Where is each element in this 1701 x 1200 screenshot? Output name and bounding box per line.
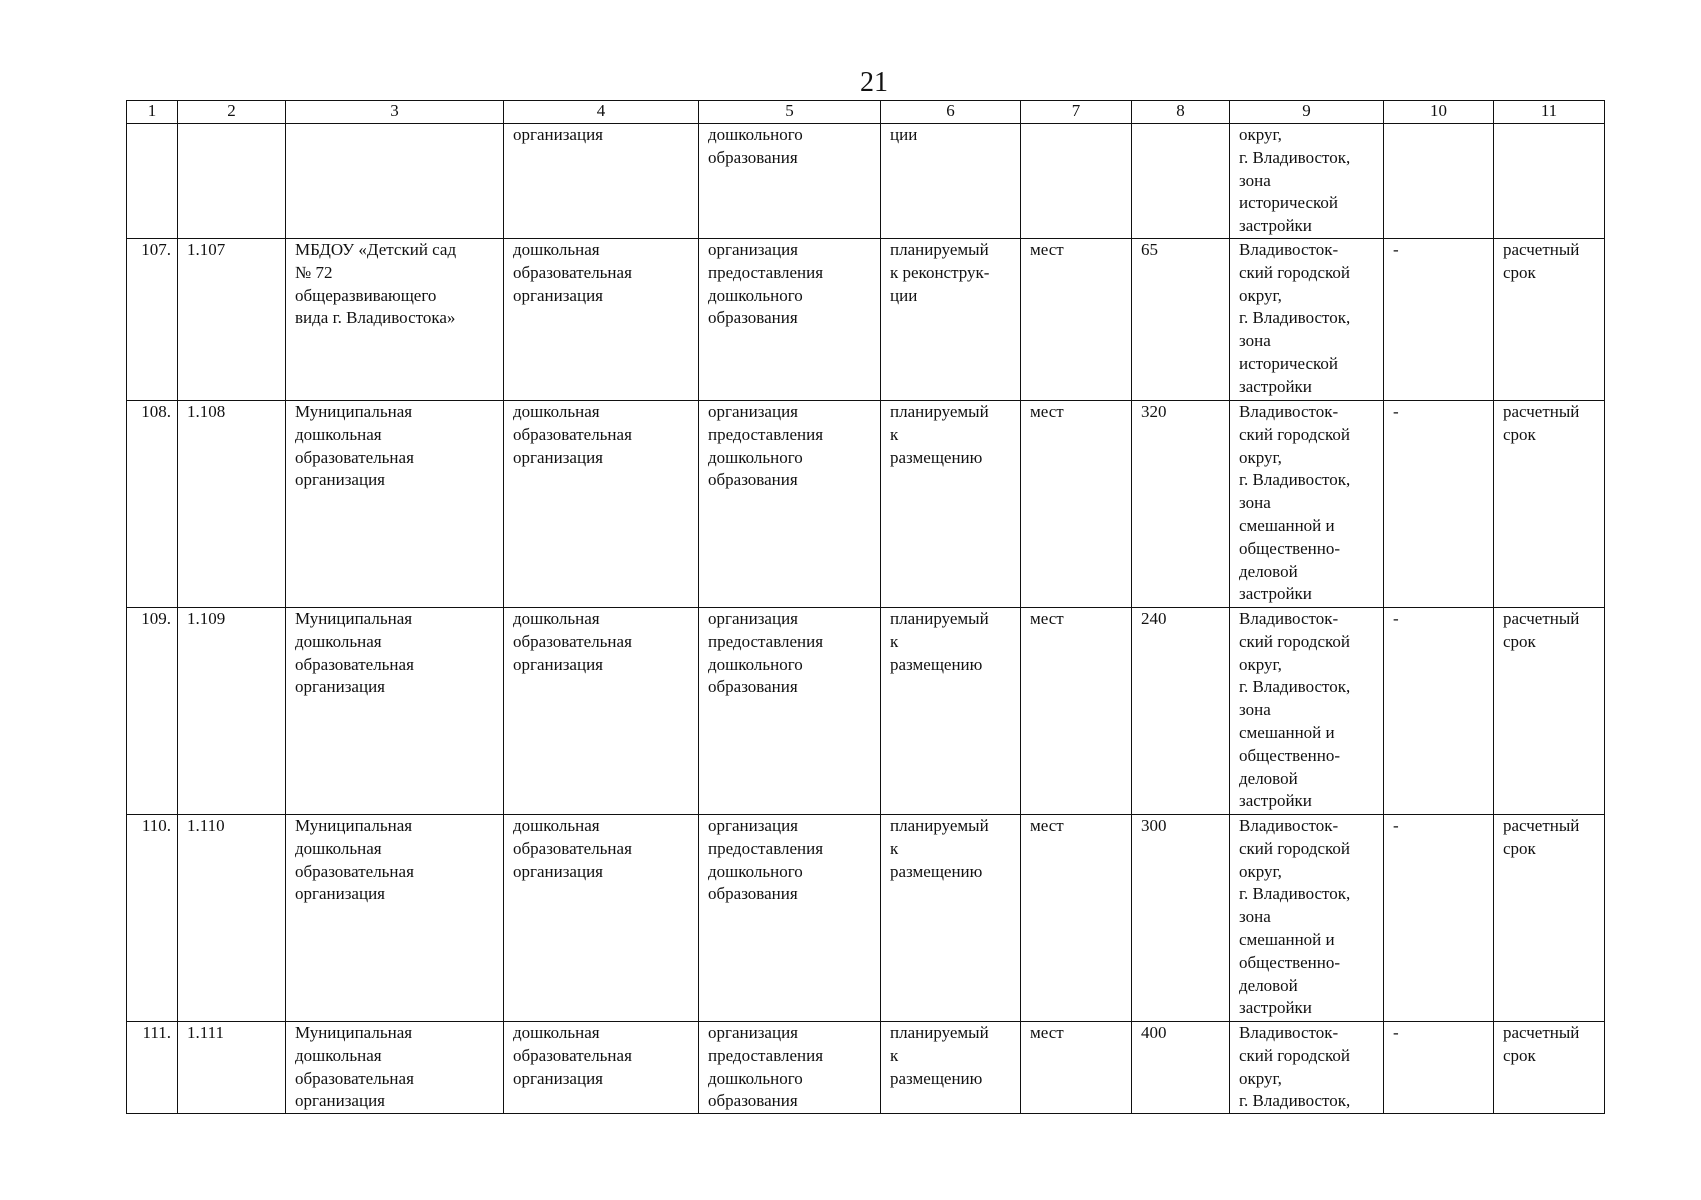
header-cell: 8 bbox=[1132, 101, 1230, 124]
implementation-term-cell bbox=[1494, 124, 1605, 239]
object-name-line: организация bbox=[295, 470, 385, 490]
object-name-line: образовательная bbox=[295, 654, 414, 674]
object-name-line: Муниципальная bbox=[295, 401, 413, 421]
object-status-line: ции bbox=[890, 125, 918, 144]
table-row bbox=[127, 238, 1605, 400]
object-location-line: застройки bbox=[1239, 584, 1312, 604]
row-number: 108. bbox=[141, 401, 171, 421]
column-10-value-cell bbox=[1384, 124, 1494, 239]
row-number: 111. bbox=[142, 1022, 171, 1042]
object-location-line: округ, bbox=[1239, 861, 1282, 881]
object-location-line: зона bbox=[1239, 331, 1271, 351]
object-name-line: организация bbox=[295, 884, 385, 904]
object-location-line: Владивосток- bbox=[1239, 239, 1339, 259]
capacity-unit-cell bbox=[1021, 607, 1132, 814]
column-10-value: - bbox=[1393, 815, 1399, 835]
object-code-cell bbox=[178, 400, 286, 607]
object-location-line: общественно- bbox=[1239, 745, 1341, 765]
implementation-term-line: расчетный bbox=[1503, 401, 1580, 421]
implementation-term-line: срок bbox=[1503, 262, 1536, 282]
object-name-line: дошкольная bbox=[295, 424, 382, 444]
object-code: 1.111 bbox=[187, 1022, 224, 1042]
object-status-line: планируемый bbox=[890, 608, 989, 628]
implementation-term-line: расчетный bbox=[1503, 239, 1580, 259]
object-purpose-cell bbox=[699, 400, 881, 607]
object-status-line: планируемый bbox=[890, 815, 989, 835]
capacity-unit-cell bbox=[1021, 238, 1132, 400]
object-type-cell bbox=[504, 607, 699, 814]
capacity-value: 300 bbox=[1141, 815, 1167, 835]
capacity-unit: мест bbox=[1030, 815, 1064, 835]
row-number: 109. bbox=[141, 608, 171, 628]
row-number: 107. bbox=[141, 239, 171, 259]
object-purpose-line: дошкольного bbox=[708, 447, 803, 467]
object-purpose-line: дошкольного bbox=[708, 654, 803, 674]
object-location-line: застройки bbox=[1239, 791, 1312, 811]
header-cell: 11 bbox=[1494, 101, 1605, 124]
object-name-cell bbox=[286, 400, 504, 607]
document-table bbox=[126, 100, 1605, 1114]
row-number-cell bbox=[127, 607, 178, 814]
implementation-term-line: срок bbox=[1503, 424, 1536, 444]
object-purpose-line: организация bbox=[708, 815, 798, 835]
object-purpose-line: организация bbox=[708, 401, 798, 421]
object-purpose-line: дошкольного bbox=[708, 285, 803, 305]
object-name-cell bbox=[286, 607, 504, 814]
object-location-line: ский городской bbox=[1239, 631, 1350, 651]
object-purpose-line: дошкольного bbox=[708, 861, 803, 881]
object-purpose-cell bbox=[699, 238, 881, 400]
object-status-line: к bbox=[890, 631, 899, 651]
object-name-line: Муниципальная bbox=[295, 608, 413, 628]
object-type-line: дошкольная bbox=[513, 1022, 600, 1042]
object-code-cell bbox=[178, 1021, 286, 1113]
object-name-cell bbox=[286, 238, 504, 400]
object-name-line: дошкольная bbox=[295, 631, 382, 651]
column-10-value-cell bbox=[1384, 400, 1494, 607]
header-cell: 9 bbox=[1230, 101, 1384, 124]
object-name-line: вида г. Владивостока» bbox=[295, 308, 456, 328]
object-location-line: округ, bbox=[1239, 654, 1282, 674]
object-purpose-line: образования bbox=[708, 677, 798, 697]
object-location-cell bbox=[1230, 814, 1384, 1021]
object-purpose-line: предоставления bbox=[708, 424, 824, 444]
object-location-line: Владивосток- bbox=[1239, 1022, 1339, 1042]
capacity-value: 320 bbox=[1141, 401, 1167, 421]
object-name-line: № 72 bbox=[295, 262, 333, 282]
object-purpose-cell bbox=[699, 607, 881, 814]
column-10-value: - bbox=[1393, 239, 1399, 259]
column-10-value-cell bbox=[1384, 238, 1494, 400]
object-purpose-line: образования bbox=[708, 147, 798, 167]
object-name-cell bbox=[286, 814, 504, 1021]
object-type-line: дошкольная bbox=[513, 401, 600, 421]
object-location-line: деловой bbox=[1239, 975, 1298, 995]
object-type-line: дошкольная bbox=[513, 608, 600, 628]
column-10-value: - bbox=[1393, 401, 1399, 421]
object-code: 1.110 bbox=[187, 815, 225, 835]
object-location-cell bbox=[1230, 124, 1384, 239]
implementation-term-cell bbox=[1494, 814, 1605, 1021]
header-cell: 2 bbox=[178, 101, 286, 124]
object-location-line: смешанной и bbox=[1239, 929, 1335, 949]
capacity-unit: мест bbox=[1030, 239, 1064, 259]
implementation-term-line: срок bbox=[1503, 838, 1536, 858]
object-location-line: ский городской bbox=[1239, 1045, 1350, 1065]
capacity-unit-cell bbox=[1021, 1021, 1132, 1113]
capacity-value-cell bbox=[1132, 607, 1230, 814]
column-10-value-cell bbox=[1384, 607, 1494, 814]
object-type-cell bbox=[504, 400, 699, 607]
object-location-line: смешанной и bbox=[1239, 515, 1335, 535]
object-type-cell bbox=[504, 124, 699, 239]
object-type-line: организация bbox=[513, 285, 603, 305]
capacity-unit: мест bbox=[1030, 401, 1064, 421]
object-location-line: округ, bbox=[1239, 1068, 1282, 1088]
object-name-line: образовательная bbox=[295, 861, 414, 881]
object-name-line: организация bbox=[295, 677, 385, 697]
object-status-cell bbox=[881, 124, 1021, 239]
object-type-line: организация bbox=[513, 125, 603, 144]
capacity-value-cell bbox=[1132, 1021, 1230, 1113]
row-number-cell bbox=[127, 238, 178, 400]
object-status-line: к bbox=[890, 1045, 899, 1065]
capacity-value-cell bbox=[1132, 814, 1230, 1021]
implementation-term-line: срок bbox=[1503, 1045, 1536, 1065]
object-status-line: размещению bbox=[890, 654, 983, 674]
object-location-line: зона bbox=[1239, 493, 1271, 513]
object-location-line: общественно- bbox=[1239, 952, 1341, 972]
object-name-line: организация bbox=[295, 1091, 385, 1111]
object-location-line: застройки bbox=[1239, 998, 1312, 1018]
capacity-value: 240 bbox=[1141, 608, 1167, 628]
object-location-line: г. Владивосток, bbox=[1239, 308, 1351, 328]
object-location-line: ский городской bbox=[1239, 424, 1350, 444]
object-location-line: ский городской bbox=[1239, 838, 1350, 858]
object-status-cell bbox=[881, 238, 1021, 400]
row-number-cell bbox=[127, 400, 178, 607]
object-location-line: г. Владивосток, bbox=[1239, 147, 1351, 167]
object-location-cell bbox=[1230, 238, 1384, 400]
implementation-term-line: расчетный bbox=[1503, 815, 1580, 835]
table-row bbox=[127, 400, 1605, 607]
object-status-line: ции bbox=[890, 285, 918, 305]
object-type-cell bbox=[504, 814, 699, 1021]
capacity-unit-cell bbox=[1021, 400, 1132, 607]
object-status-line: размещению bbox=[890, 861, 983, 881]
object-status-line: планируемый bbox=[890, 401, 989, 421]
object-status-cell bbox=[881, 814, 1021, 1021]
object-type-line: образовательная bbox=[513, 838, 632, 858]
page-number: 21 bbox=[860, 67, 888, 98]
object-purpose-cell bbox=[699, 1021, 881, 1113]
object-location-line: Владивосток- bbox=[1239, 815, 1339, 835]
column-10-value-cell bbox=[1384, 1021, 1494, 1113]
object-location-line: Владивосток- bbox=[1239, 608, 1339, 628]
object-name-line: Муниципальная bbox=[295, 815, 413, 835]
row-number-cell bbox=[127, 1021, 178, 1113]
object-purpose-line: образования bbox=[708, 1091, 798, 1111]
capacity-unit: мест bbox=[1030, 608, 1064, 628]
object-purpose-line: предоставления bbox=[708, 631, 824, 651]
table-body bbox=[127, 124, 1605, 1114]
capacity-unit-cell bbox=[1021, 814, 1132, 1021]
object-location-line: г. Владивосток, bbox=[1239, 884, 1351, 904]
object-code: 1.109 bbox=[187, 608, 226, 628]
object-location-line: г. Владивосток, bbox=[1239, 470, 1351, 490]
object-location-line: Владивосток- bbox=[1239, 401, 1339, 421]
object-location-line: г. Владивосток, bbox=[1239, 677, 1351, 697]
object-name-line: общеразвивающего bbox=[295, 285, 437, 305]
object-status-line: планируемый bbox=[890, 1022, 989, 1042]
table-row bbox=[127, 1021, 1605, 1113]
object-location-line: зона bbox=[1239, 170, 1271, 190]
object-code-cell bbox=[178, 238, 286, 400]
object-name-line: Муниципальная bbox=[295, 1022, 413, 1042]
object-location-line: застройки bbox=[1239, 216, 1312, 236]
object-type-line: дошкольная bbox=[513, 239, 600, 259]
object-purpose-line: организация bbox=[708, 239, 798, 259]
header-cell: 10 bbox=[1384, 101, 1494, 124]
object-purpose-line: организация bbox=[708, 1022, 798, 1042]
object-name-line: образовательная bbox=[295, 1068, 414, 1088]
object-type-line: дошкольная bbox=[513, 815, 600, 835]
object-purpose-cell bbox=[699, 814, 881, 1021]
object-status-cell bbox=[881, 1021, 1021, 1113]
capacity-value-cell bbox=[1132, 400, 1230, 607]
object-status-line: к реконструк- bbox=[890, 262, 990, 282]
object-status-cell bbox=[881, 400, 1021, 607]
capacity-unit: мест bbox=[1030, 1022, 1064, 1042]
capacity-value-cell bbox=[1132, 238, 1230, 400]
column-10-value: - bbox=[1393, 608, 1399, 628]
table-header-row bbox=[127, 101, 1605, 124]
object-type-line: образовательная bbox=[513, 424, 632, 444]
object-location-line: зона bbox=[1239, 907, 1271, 927]
row-number-cell bbox=[127, 814, 178, 1021]
header-cell: 6 bbox=[881, 101, 1021, 124]
object-code: 1.108 bbox=[187, 401, 226, 421]
table-row bbox=[127, 814, 1605, 1021]
column-10-value-cell bbox=[1384, 814, 1494, 1021]
object-status-line: к bbox=[890, 838, 899, 858]
object-type-cell bbox=[504, 1021, 699, 1113]
object-purpose-line: предоставления bbox=[708, 838, 824, 858]
implementation-term-line: расчетный bbox=[1503, 608, 1580, 628]
object-location-line: г. Владивосток, bbox=[1239, 1091, 1351, 1111]
object-name-line: дошкольная bbox=[295, 1045, 382, 1065]
object-type-line: образовательная bbox=[513, 1045, 632, 1065]
object-name-cell bbox=[286, 1021, 504, 1113]
implementation-term-line: срок bbox=[1503, 631, 1536, 651]
capacity-value: 400 bbox=[1141, 1022, 1167, 1042]
object-status-line: планируемый bbox=[890, 239, 989, 259]
object-location-line: округ, bbox=[1239, 285, 1282, 305]
object-type-line: организация bbox=[513, 447, 603, 467]
row-number-cell bbox=[127, 124, 178, 239]
implementation-term-cell bbox=[1494, 1021, 1605, 1113]
object-purpose-line: дошкольного bbox=[708, 125, 803, 144]
object-location-line: деловой bbox=[1239, 768, 1298, 788]
object-status-cell bbox=[881, 607, 1021, 814]
object-location-cell bbox=[1230, 607, 1384, 814]
table-row bbox=[127, 607, 1605, 814]
object-location-line: исторической bbox=[1239, 353, 1339, 373]
implementation-term-cell bbox=[1494, 607, 1605, 814]
object-location-line: округ, bbox=[1239, 125, 1282, 144]
object-type-line: образовательная bbox=[513, 631, 632, 651]
object-purpose-cell bbox=[699, 124, 881, 239]
header-cell: 3 bbox=[286, 101, 504, 124]
object-location-line: исторической bbox=[1239, 193, 1339, 213]
object-name-line: дошкольная bbox=[295, 838, 382, 858]
row-number: 110. bbox=[141, 815, 171, 835]
object-purpose-line: образования bbox=[708, 470, 798, 490]
header-cell: 5 bbox=[699, 101, 881, 124]
capacity-value: 65 bbox=[1141, 239, 1158, 259]
object-location-line: ский городской bbox=[1239, 262, 1350, 282]
implementation-term-cell bbox=[1494, 238, 1605, 400]
object-name-line: МБДОУ «Детский сад bbox=[295, 239, 457, 259]
object-location-line: округ, bbox=[1239, 447, 1282, 467]
object-purpose-line: образования bbox=[708, 308, 798, 328]
object-type-line: образовательная bbox=[513, 262, 632, 282]
object-type-line: организация bbox=[513, 654, 603, 674]
object-purpose-line: организация bbox=[708, 608, 798, 628]
object-code-cell bbox=[178, 814, 286, 1021]
object-type-line: организация bbox=[513, 861, 603, 881]
object-name-line: образовательная bbox=[295, 447, 414, 467]
implementation-term-line: расчетный bbox=[1503, 1022, 1580, 1042]
object-code: 1.107 bbox=[187, 239, 226, 259]
capacity-unit-cell bbox=[1021, 124, 1132, 239]
object-purpose-line: образования bbox=[708, 884, 798, 904]
object-code-cell bbox=[178, 607, 286, 814]
object-name-cell bbox=[286, 124, 504, 239]
object-purpose-line: дошкольного bbox=[708, 1068, 803, 1088]
object-status-line: размещению bbox=[890, 447, 983, 467]
capacity-value-cell bbox=[1132, 124, 1230, 239]
table-row bbox=[127, 124, 1605, 239]
object-location-line: зона bbox=[1239, 700, 1271, 720]
header-cell: 1 bbox=[127, 101, 178, 124]
object-location-cell bbox=[1230, 400, 1384, 607]
object-location-line: застройки bbox=[1239, 376, 1312, 396]
object-status-line: к bbox=[890, 424, 899, 444]
implementation-term-cell bbox=[1494, 400, 1605, 607]
object-location-line: смешанной и bbox=[1239, 722, 1335, 742]
object-code-cell bbox=[178, 124, 286, 239]
object-purpose-line: предоставления bbox=[708, 262, 824, 282]
object-type-line: организация bbox=[513, 1068, 603, 1088]
object-location-line: деловой bbox=[1239, 561, 1298, 581]
object-type-cell bbox=[504, 238, 699, 400]
object-status-line: размещению bbox=[890, 1068, 983, 1088]
object-purpose-line: предоставления bbox=[708, 1045, 824, 1065]
header-cell: 4 bbox=[504, 101, 699, 124]
object-location-cell bbox=[1230, 1021, 1384, 1113]
object-location-line: общественно- bbox=[1239, 538, 1341, 558]
column-10-value: - bbox=[1393, 1022, 1399, 1042]
header-cell: 7 bbox=[1021, 101, 1132, 124]
